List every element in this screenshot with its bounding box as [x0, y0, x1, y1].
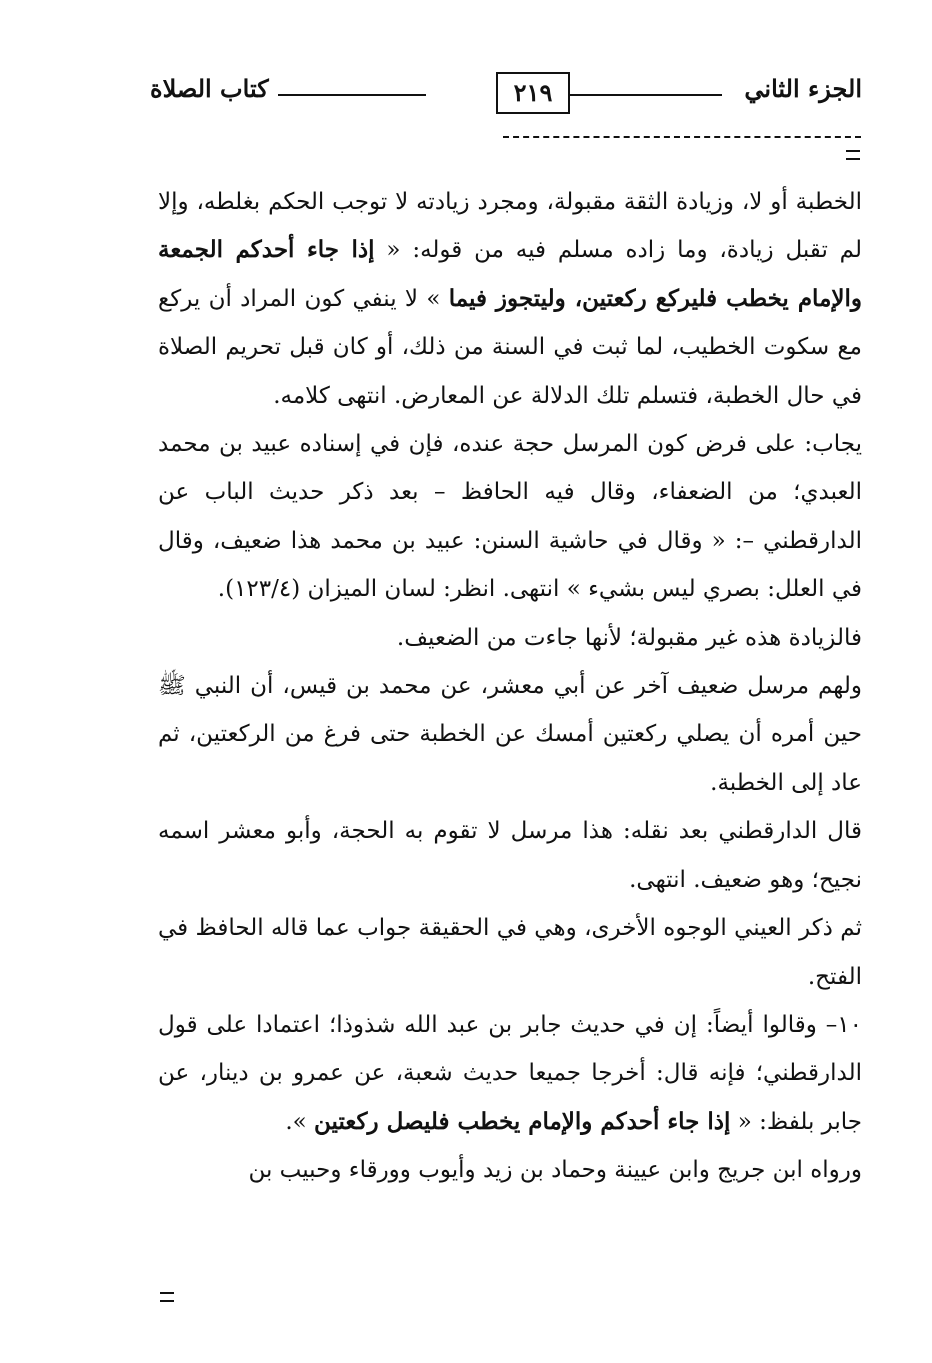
paragraph: ١٠– وقالوا أيضاً: إن في حديث جابر بن عبد الله شذوذا؛ اعتمادا على قول الدارقطني؛ فإنه قال: أخرجا جميعا حديث شعبة، عن عمرو بن دينار، عن جابر بلفظ: « إذا جاء أحدكم والإمام يخطب فليصل ركعتين ». — [158, 1011, 862, 1135]
paragraph: الخطبة أو لا، وزيادة الثقة مقبولة، ومجرد زيادته لا توجب الحكم بغلطه، وإلا لم تقبل زيادة، وما زاده مسلم فيه من قوله: « إذا جاء أحدكم الجمعة والإمام يخطب فليركع ركعتين، وليتجوز فيما » لا ينفي كون المراد أن يركع مع سكوت الخطيب، لما ثبت في السنة من ذلك، أو كان قبل تحريم الصلاة في حال الخطبة، فتسلم تلك الدلالة عن المعارض. انتهى كلامه. — [158, 189, 862, 409]
continuation-mark-bottom — [160, 1292, 174, 1302]
running-head-book: كتاب الصلاة — [150, 74, 269, 103]
paragraph: فالزيادة هذه غير مقبولة؛ لأنها جاءت من الضعيف. — [396, 624, 862, 651]
paragraph: ولهم مرسل ضعيف آخر عن أبي معشر، عن محمد بن قيس، أن النبي ﷺ حين أمره أن يصلي ركعتين أمسك عن الخطبة حتى فرغ من الركعتين، ثم عاد إلى الخطبة. — [158, 673, 862, 796]
paragraph: يجاب: على فرض كون المرسل حجة عنده، فإن في إسناده عبيد بن محمد العبدي؛ من الضعفاء، وقال فيه الحافظ – بعد ذكر حديث الباب عن الدارقطني –: « وقال في حاشية السنن: عبيد بن محمد هذا ضعيف، وقال في العلل: بصري ليس بشيء » انتهى. انظر: لسان الميزان (١٢٣/٤). — [158, 431, 862, 603]
paragraph: ثم ذكر العيني الوجوه الأخرى، وهي في الحقيقة جواب عما قاله الحافظ في الفتح. — [158, 915, 862, 990]
hadith-quote-bold: إذا جاء أحدكم الجمعة والإمام يخطب فليركع ركعتين، وليتجوز فيما — [158, 236, 862, 312]
header-rule-left — [278, 94, 426, 96]
page-header — [150, 68, 862, 120]
paragraph: ورواه ابن جريج وابن عيينة وحماد بن زيد وأيوب وورقاء وحبيب بن — [248, 1157, 862, 1184]
footnote-separator-dashes — [503, 136, 861, 138]
page-number: ٢١٩ — [496, 72, 570, 114]
hadith-quote-bold: إذا جاء أحدكم والإمام يخطب فليصل ركعتين — [314, 1107, 731, 1135]
running-head-volume: الجزء الثاني — [744, 74, 862, 103]
paragraph: قال الدارقطني بعد نقله: هذا مرسل لا تقوم به الحجة، وأبو معشر اسمه نجيح؛ وهو ضعيف. انتهى. — [158, 818, 862, 893]
continuation-mark-top — [846, 150, 860, 160]
header-rule-right — [570, 94, 722, 96]
body-text — [158, 178, 862, 1195]
